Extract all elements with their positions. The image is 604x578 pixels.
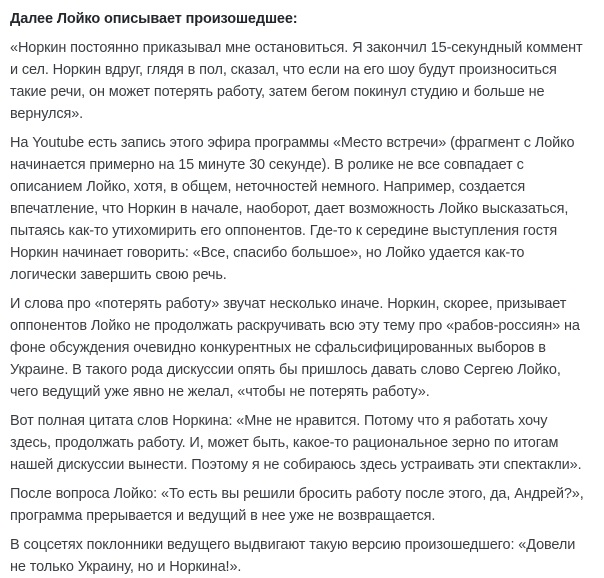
- article-paragraph-4: Вот полная цитата слов Норкина: «Мне не нравится. Потому что я работать хочу здесь, продолжать работу. И, может быть, какое-то рациональное зерно по итогам нашей дискуссии вынести. Поэтому я не собираюсь здесь устраивать эти спектакли».: [10, 413, 582, 473]
- article-paragraph-5: После вопроса Лойко: «То есть вы решили бросить работу после этого, да, Андрей?», программа прерывается и ведущий в нее уже не возвращается.: [10, 486, 584, 524]
- article-paragraph-2: На Youtube есть запись этого эфира программы «Место встречи» (фрагмент с Лойко начинается примерно на 15 минуте 30 секунде). В ролике не все совпадает с описанием Лойко, хотя, в общем, неточностей немного. Например, создается впечатление, что Норкин в начале, наоборот, дает возможность Лойко высказаться, пытаясь как-то утихомирить его оппонентов. Где-то к середине выступления гостя Норкин начинает говорить: «Все, спасибо большое», но Лойко удается как-то логически завершить свою речь.: [10, 135, 575, 283]
- article-heading: Далее Лойко описывает произошедшее:: [10, 11, 298, 27]
- article-paragraph-1: «Норкин постоянно приказывал мне остановиться. Я закончил 15-секундный коммент и сел. Норкин вдруг, глядя в пол, сказал, что если на его шоу будут произноситься такие речи, он может потерять работу, затем бегом покинул студию и больше не вернулся».: [10, 40, 583, 122]
- article-paragraph-6: В соцсетях поклонники ведущего выдвигают такую версию произошедшего: «Довели не только Украину, но и Норкина!».: [10, 537, 576, 575]
- article-paragraph-3: И слова про «потерять работу» звучат несколько иначе. Норкин, скорее, призывает оппонентов Лойко не продолжать раскручивать всю эту тему про «рабов-россиян» на фоне обсуждения очевидно конкурентных не сфальсифицированных выборов в Украине. В такого рода дискуссии опять бы пришлось давать слово Сергею Лойко, чего ведущий уже явно не желал, «чтобы не потерять работу».: [10, 296, 580, 400]
